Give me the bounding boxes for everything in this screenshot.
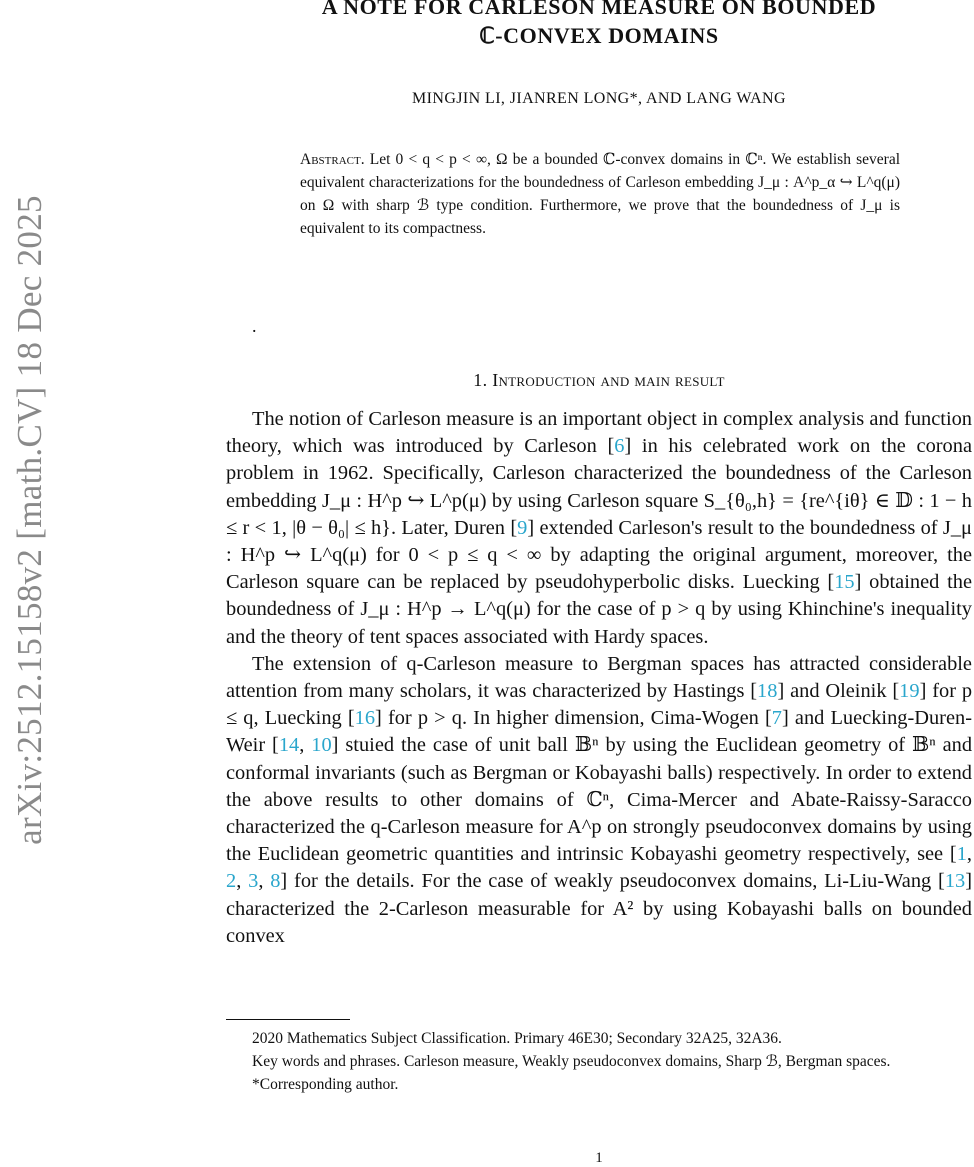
footnotes xyxy=(226,1027,972,1096)
citation-link[interactable]: 15 xyxy=(834,571,855,594)
section-number: 1. xyxy=(473,370,488,390)
section-heading xyxy=(226,370,972,391)
arxiv-sidebar xyxy=(0,0,70,1166)
paragraph-1: The notion of Carleson measure is an important object in complex analysis and function theory, which was introduced by Carleson [6] in his celebrated work on the corona problem in 1962. Specifically, Carleson characterized the boundedness of the Carleson embedding J_μ : H^p ↪ L^p(μ) by using Carleson square S_{θ₀,h} = {re^{iθ} ∈ 𝔻 : 1 − h ≤ r < 1, |θ − θ₀| ≤ h}. Later, Duren [9] extended Carleson's result to the boundedness of J_μ : H^p ↪ L^q(μ) for 0 < p ≤ q < ∞ by adapting the original argument, moreover, the Carleson square can be replaced by pseudohyperbolic disks. Luecking [15] obtained the boundedness of J_μ : H^p → L^q(μ) for the case of p > q by using Khinchine's inequality and the theory of tent spaces associated with Hardy spaces. xyxy=(226,408,972,648)
citation-link[interactable]: 14 xyxy=(278,734,300,757)
paragraph-2: The extension of q-Carleson measure to Bergman spaces has attracted considerable attention from many scholars, it was characterized by Hastings [18] and Oleinik [19] for p ≤ q, Luecking [16] for p > q. In higher dimension, Cima-Wogen [7] and Luecking-Duren-Weir [14, 10] stuied the case of unit ball 𝔹ⁿ by using the Euclidean geometry of 𝔹ⁿ and conformal invariants (such as Bergman or Kobayashi balls) respectively. In order to extend the above results to other domains of ℂⁿ, Cima-Mercer and Abate-Raissy-Saracco characterized the q-Carleson measure for A^p on strongly pseudoconvex domains by using the Euclidean geometric quantities and intrinsic Kobayashi geometry respectively, see [1, 2, 3, 8] for the details. For the case of weakly pseudoconvex domains, Li-Liu-Wang [13] characterized the 2-Carleson measurable for A² by using Kobayashi balls on bounded convex xyxy=(226,652,973,947)
arxiv-identifier: arXiv:2512.15158v2 [math.CV] 18 Dec 2025 xyxy=(10,195,49,845)
footnote-rule xyxy=(226,1019,350,1020)
citation-link[interactable]: 3 xyxy=(248,870,259,893)
footnote-msc: 2020 Mathematics Subject Classification. Primary 46E30; Secondary 32A25, 32A36. xyxy=(252,1030,782,1047)
title-line-1: A NOTE FOR CARLESON MEASURE ON BOUNDED xyxy=(321,0,877,19)
footnote-corresponding: *Corresponding author. xyxy=(252,1076,399,1093)
footnote-keywords: Key words and phrases. Carleson measure, Weakly pseudoconvex domains, Sharp ℬ, Bergman spaces. xyxy=(252,1053,891,1070)
body-text xyxy=(226,406,972,950)
citation-link[interactable]: 13 xyxy=(944,870,966,893)
stray-dot: . xyxy=(252,316,257,336)
abstract xyxy=(300,148,900,240)
citation-link[interactable]: 8 xyxy=(270,870,281,893)
citation-link[interactable]: 2 xyxy=(226,870,237,893)
page-number: 1 xyxy=(595,1150,603,1166)
citation-link[interactable]: 19 xyxy=(899,680,920,703)
abstract-label: Abstract. xyxy=(300,151,365,168)
author-list: MINGJIN LI, JIANREN LONG*, AND LANG WANG xyxy=(412,90,786,107)
citation-link[interactable]: 7 xyxy=(771,707,782,730)
section-title: Introduction and main result xyxy=(492,370,725,390)
title-line-2: ℂ-CONVEX DOMAINS xyxy=(479,23,719,48)
citation-link[interactable]: 18 xyxy=(757,680,778,703)
paper-title xyxy=(226,0,972,50)
citation-link[interactable]: 16 xyxy=(354,707,376,730)
citation-link[interactable]: 6 xyxy=(614,435,625,458)
abstract-text: Let 0 < q < p < ∞, Ω be a bounded ℂ-convex domains in ℂⁿ. We establish several equivalent characterizations for the boundedness of Carleson embedding J_μ : A^p_α ↪ L^q(μ) on Ω with sharp ℬ type condition. Furthermore, we prove that the boundedness of J_μ is equivalent to its compactness. xyxy=(300,151,901,237)
citation-link[interactable]: 10 xyxy=(311,734,332,757)
citation-link[interactable]: 1 xyxy=(956,843,967,866)
citation-link[interactable]: 9 xyxy=(517,516,528,539)
